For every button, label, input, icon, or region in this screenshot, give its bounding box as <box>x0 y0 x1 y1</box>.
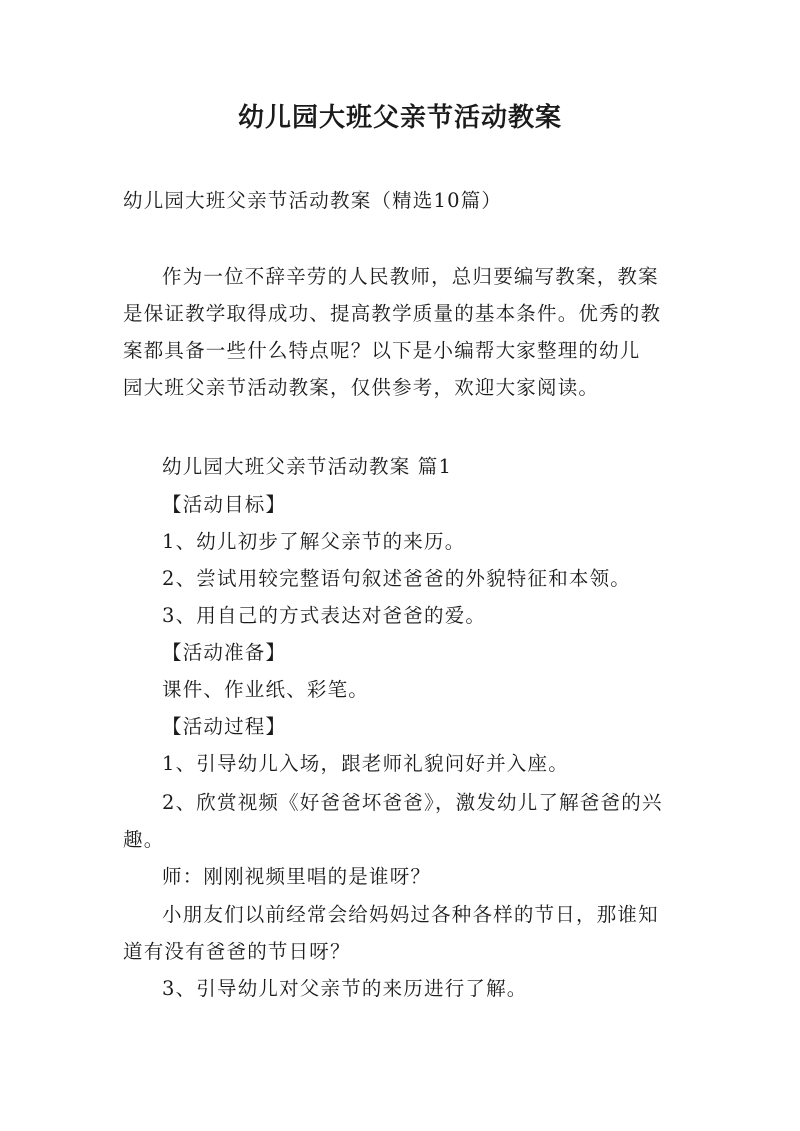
question-2-line-1: 小朋友们以前经常会给妈妈过各种各样的节日，那谁知 <box>162 903 659 926</box>
goal-item-1: 1、幼儿初步了解父亲节的来历。 <box>162 530 466 553</box>
question-2-line-2: 道有没有爸爸的节日呀？ <box>123 940 351 963</box>
process-label: 【活动过程】 <box>162 715 287 738</box>
goal-item-3: 3、用自己的方式表达对爸爸的爱。 <box>162 604 487 627</box>
process-step-2-line-1: 2、欣赏视频《好爸爸坏爸爸》，激发幼儿了解爸爸的兴 <box>162 791 663 814</box>
intro-line-2: 是保证教学取得成功、提高教学质量的基本条件。优秀的教 <box>123 302 662 325</box>
process-step-1: 1、引导幼儿入场，跟老师礼貌问好并入座。 <box>162 752 569 775</box>
section-heading: 幼儿园大班父亲节活动教案 篇1 <box>162 455 453 478</box>
document-subtitle: 幼儿园大班父亲节活动教案（精选10篇） <box>123 189 503 212</box>
goals-label: 【活动目标】 <box>162 493 287 516</box>
document-title: 幼儿园大班父亲节活动教案 <box>237 103 562 133</box>
intro-line-4: 园大班父亲节活动教案，仅供参考，欢迎大家阅读。 <box>123 376 600 399</box>
process-step-2-line-2: 趣。 <box>123 828 165 851</box>
prep-text: 课件、作业纸、彩笔。 <box>162 678 370 701</box>
goal-item-2: 2、尝试用较完整语句叙述爸爸的外貌特征和本领。 <box>162 567 632 590</box>
intro-line-3: 案都具备一些什么特点呢？以下是小编帮大家整理的幼儿 <box>123 339 641 362</box>
process-step-3: 3、引导幼儿对父亲节的来历进行了解。 <box>162 977 528 1000</box>
prep-label: 【活动准备】 <box>162 641 287 664</box>
teacher-question: 师：刚刚视频里唱的是谁呀？ <box>162 865 432 888</box>
intro-line-1: 作为一位不辞辛劳的人民教师，总归要编写教案，教案 <box>162 265 659 288</box>
